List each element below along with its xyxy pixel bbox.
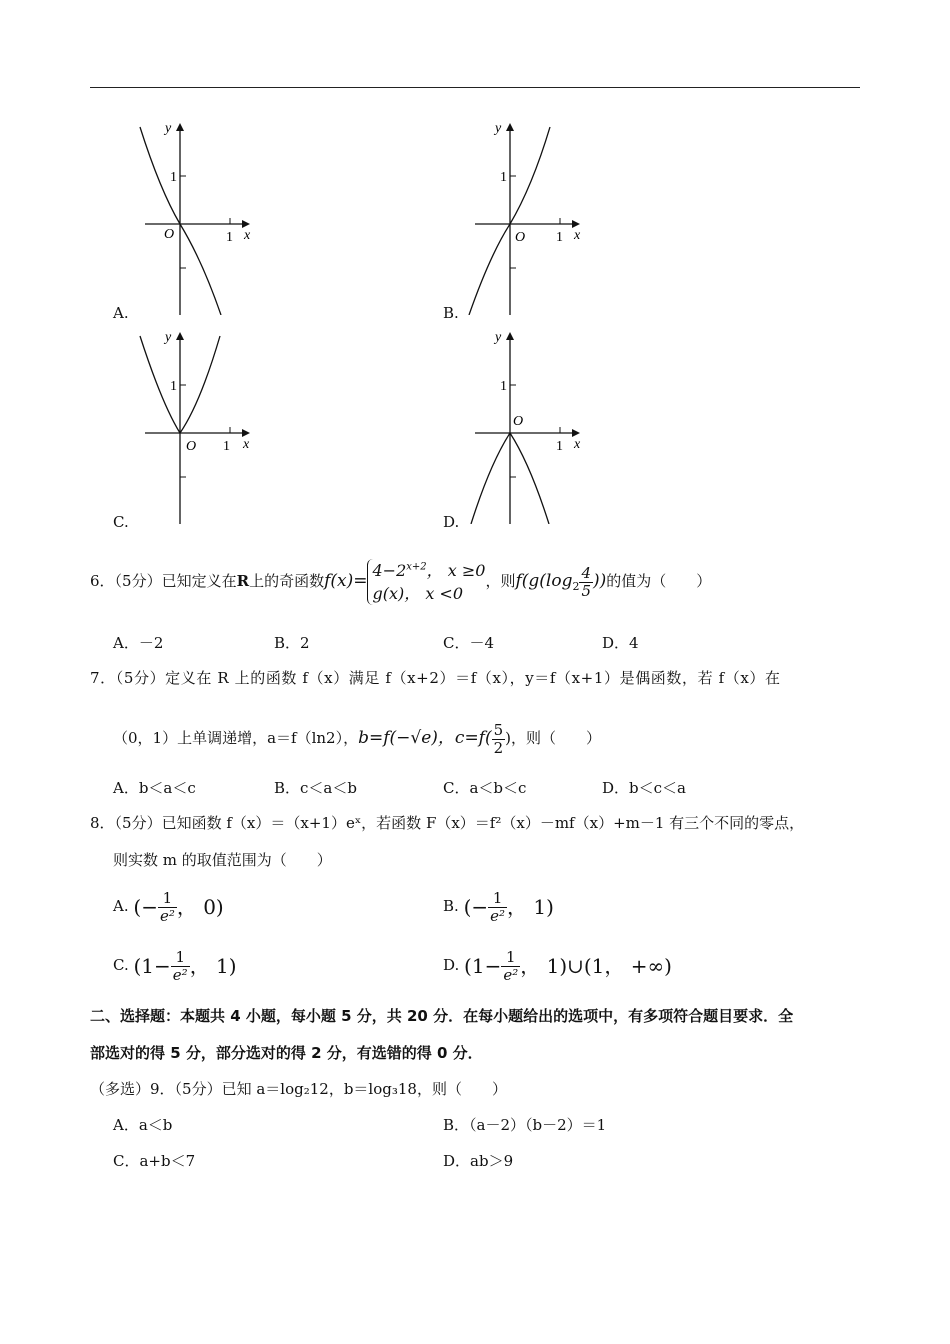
q6-case1-exp: x+2 [406,561,427,573]
q7-frac-den: 2 [493,738,504,757]
q8-c-frac-num: 1 [171,949,190,967]
graph-a-label[interactable]: A. [113,304,129,322]
graph-c-label[interactable]: C. [113,513,129,531]
q7-b-def: b=f(−√e)， [358,728,455,748]
q8-option-d[interactable] [443,941,672,989]
q6-option-b[interactable]: B．2 [274,634,310,652]
q8-d-fraction [501,949,520,983]
header-rule [90,87,860,88]
q7-line2-a: （0，1）上单调递增，a＝f（ln2）， [113,729,359,747]
q8-c-fraction [171,949,190,983]
y-arrow-icon [506,123,514,131]
q9-option-a[interactable]: A．a＜b [113,1116,173,1134]
x-label: x [244,228,251,243]
q6-piecewise [367,559,485,605]
q6-fraction [579,565,593,599]
q8-b-pre: (− [463,895,489,919]
q7-fraction [492,722,506,756]
graph-b [440,115,620,315]
origin-label: O [515,230,526,245]
q8-d-frac-num: 1 [501,949,520,967]
x-label: x [574,228,581,243]
q8-a-fraction [158,890,177,924]
q8-b-post: ， 1) [507,895,554,919]
y-label: y [165,330,172,345]
q8-c-pre: (1− [133,954,171,978]
section-2-heading-line-2: 部选对的得 5 分，部分选对的得 2 分，有选错的得 0 分． [90,1044,483,1062]
x-label: x [574,437,581,452]
graph-c [110,324,290,524]
question-6-stem [90,556,711,606]
q6-case1-cond: ， x ≥0 [426,560,486,580]
graph-d-label[interactable]: D. [443,513,460,531]
q8-a-pre: (− [133,895,158,919]
question-7-line-2 [113,714,601,762]
q8-c-frac-den: e² [172,965,188,984]
question-8-line-1: 8．（5分）已知函数 f（x）＝（x+1）eˣ，若函数 F（x）＝f²（x）－mf（x）+m－1 有三个不同的零点， [90,814,805,832]
origin-label: O [186,439,197,454]
q7-option-b[interactable]: B．c＜a＜b [274,779,357,797]
tick-label-y: 1 [500,379,507,394]
q9-option-c[interactable]: C．a+b＜7 [113,1152,196,1170]
q6-text-pre: 已知定义在 [161,572,237,590]
y-arrow-icon [176,332,184,340]
y-label: y [165,121,172,136]
q6-fx: f(x)= [324,571,368,591]
q6-frac-den: 5 [581,581,591,600]
q7-option-a[interactable]: A．b＜a＜c [113,779,196,797]
q6-case-1 [372,559,485,582]
q8-a-label: A. [113,897,129,915]
q8-b-frac-den: e² [490,906,506,925]
q9-option-d[interactable]: D．ab＞9 [443,1152,514,1170]
tick-label-y: 1 [500,170,507,185]
q6-option-c[interactable]: C．－4 [443,634,495,652]
q8-b-frac-num: 1 [488,890,507,908]
q6-then: ，则 [485,572,516,590]
q6-tail: 的值为（ ） [606,572,712,590]
question-8-line-2: 则实数 m 的取值范围为（ ） [113,851,332,869]
x-arrow-icon [242,220,250,228]
q6-option-d[interactable]: D．4 [602,634,639,652]
q6-expr-pre: f(g(log [515,571,573,591]
graph-d [440,324,620,524]
y-arrow-icon [176,123,184,131]
tick-label-y: 1 [170,170,177,185]
x-label: x [243,437,250,452]
q7-option-c[interactable]: C．a＜b＜c [443,779,527,797]
q8-a-frac-num: 1 [158,890,177,908]
q8-a-frac-den: e² [159,906,175,925]
q8-d-label: D. [443,956,460,974]
y-label: y [495,330,502,345]
x-arrow-icon [572,220,580,228]
q6-case-2: g(x)， x <0 [372,584,464,603]
q8-option-c[interactable] [113,941,237,989]
y-arrow-icon [506,332,514,340]
tick-label-y: 1 [170,379,177,394]
q6-score: （5分） [114,572,162,590]
q8-b-label: B. [443,897,459,915]
graph-a [110,115,290,315]
origin-label: O [164,227,175,242]
q6-number: 6． [90,572,115,590]
q8-c-post: ， 1) [189,954,237,978]
q8-c-label: C. [113,956,129,974]
q8-d-frac-den: e² [503,965,519,984]
q9-option-b[interactable]: B．（a－2）（b－2）＝1 [443,1116,607,1134]
q6-expr-sub: 2 [572,580,580,593]
x-arrow-icon [572,429,580,437]
q7-option-d[interactable]: D．b＜c＜a [602,779,686,797]
q7-c-def: c=f( [454,728,492,748]
q8-d-post: ， 1)∪(1， +∞) [520,954,672,978]
tick-label-x: 1 [226,230,233,245]
tick-label-x: 1 [556,439,563,454]
q8-option-b[interactable] [443,882,554,930]
q8-a-post: ， 0) [176,895,224,919]
y-label: y [495,121,502,136]
q6-frac-num: 4 [581,564,591,582]
question-7-line-1: 7．（5分）定义在 R 上的函数 f（x）满足 f（x+2）＝f（x），y＝f（x+1）是偶函数，若 f（x）在 [90,669,781,687]
graph-b-label[interactable]: B. [443,304,459,322]
q7-frac-num: 5 [493,721,504,739]
q8-b-fraction [488,890,507,924]
origin-label: O [513,414,524,429]
q6-expr-post: )) [593,571,607,591]
q6-set-r: R [236,572,250,590]
q7-line2-d: )，则（ ） [505,729,602,747]
q6-text-mid: 上的奇函数 [249,572,325,590]
q8-option-a[interactable] [113,882,224,930]
q8-d-pre: (1− [464,954,502,978]
question-9-stem: （多选）9．（5分）已知 a＝log₂12，b＝log₃18，则（ ） [90,1080,507,1098]
tick-label-x: 1 [556,230,563,245]
q6-option-a[interactable]: A．－2 [113,634,164,652]
x-arrow-icon [242,429,250,437]
q6-case1-base: 4−2 [372,560,407,580]
section-2-heading-line-1: 二、选择题：本题共 4 小题，每小题 5 分，共 20 分．在每小题给出的选项中，有多项符合题目要求．全 [90,1007,794,1025]
tick-label-x: 1 [223,439,230,454]
